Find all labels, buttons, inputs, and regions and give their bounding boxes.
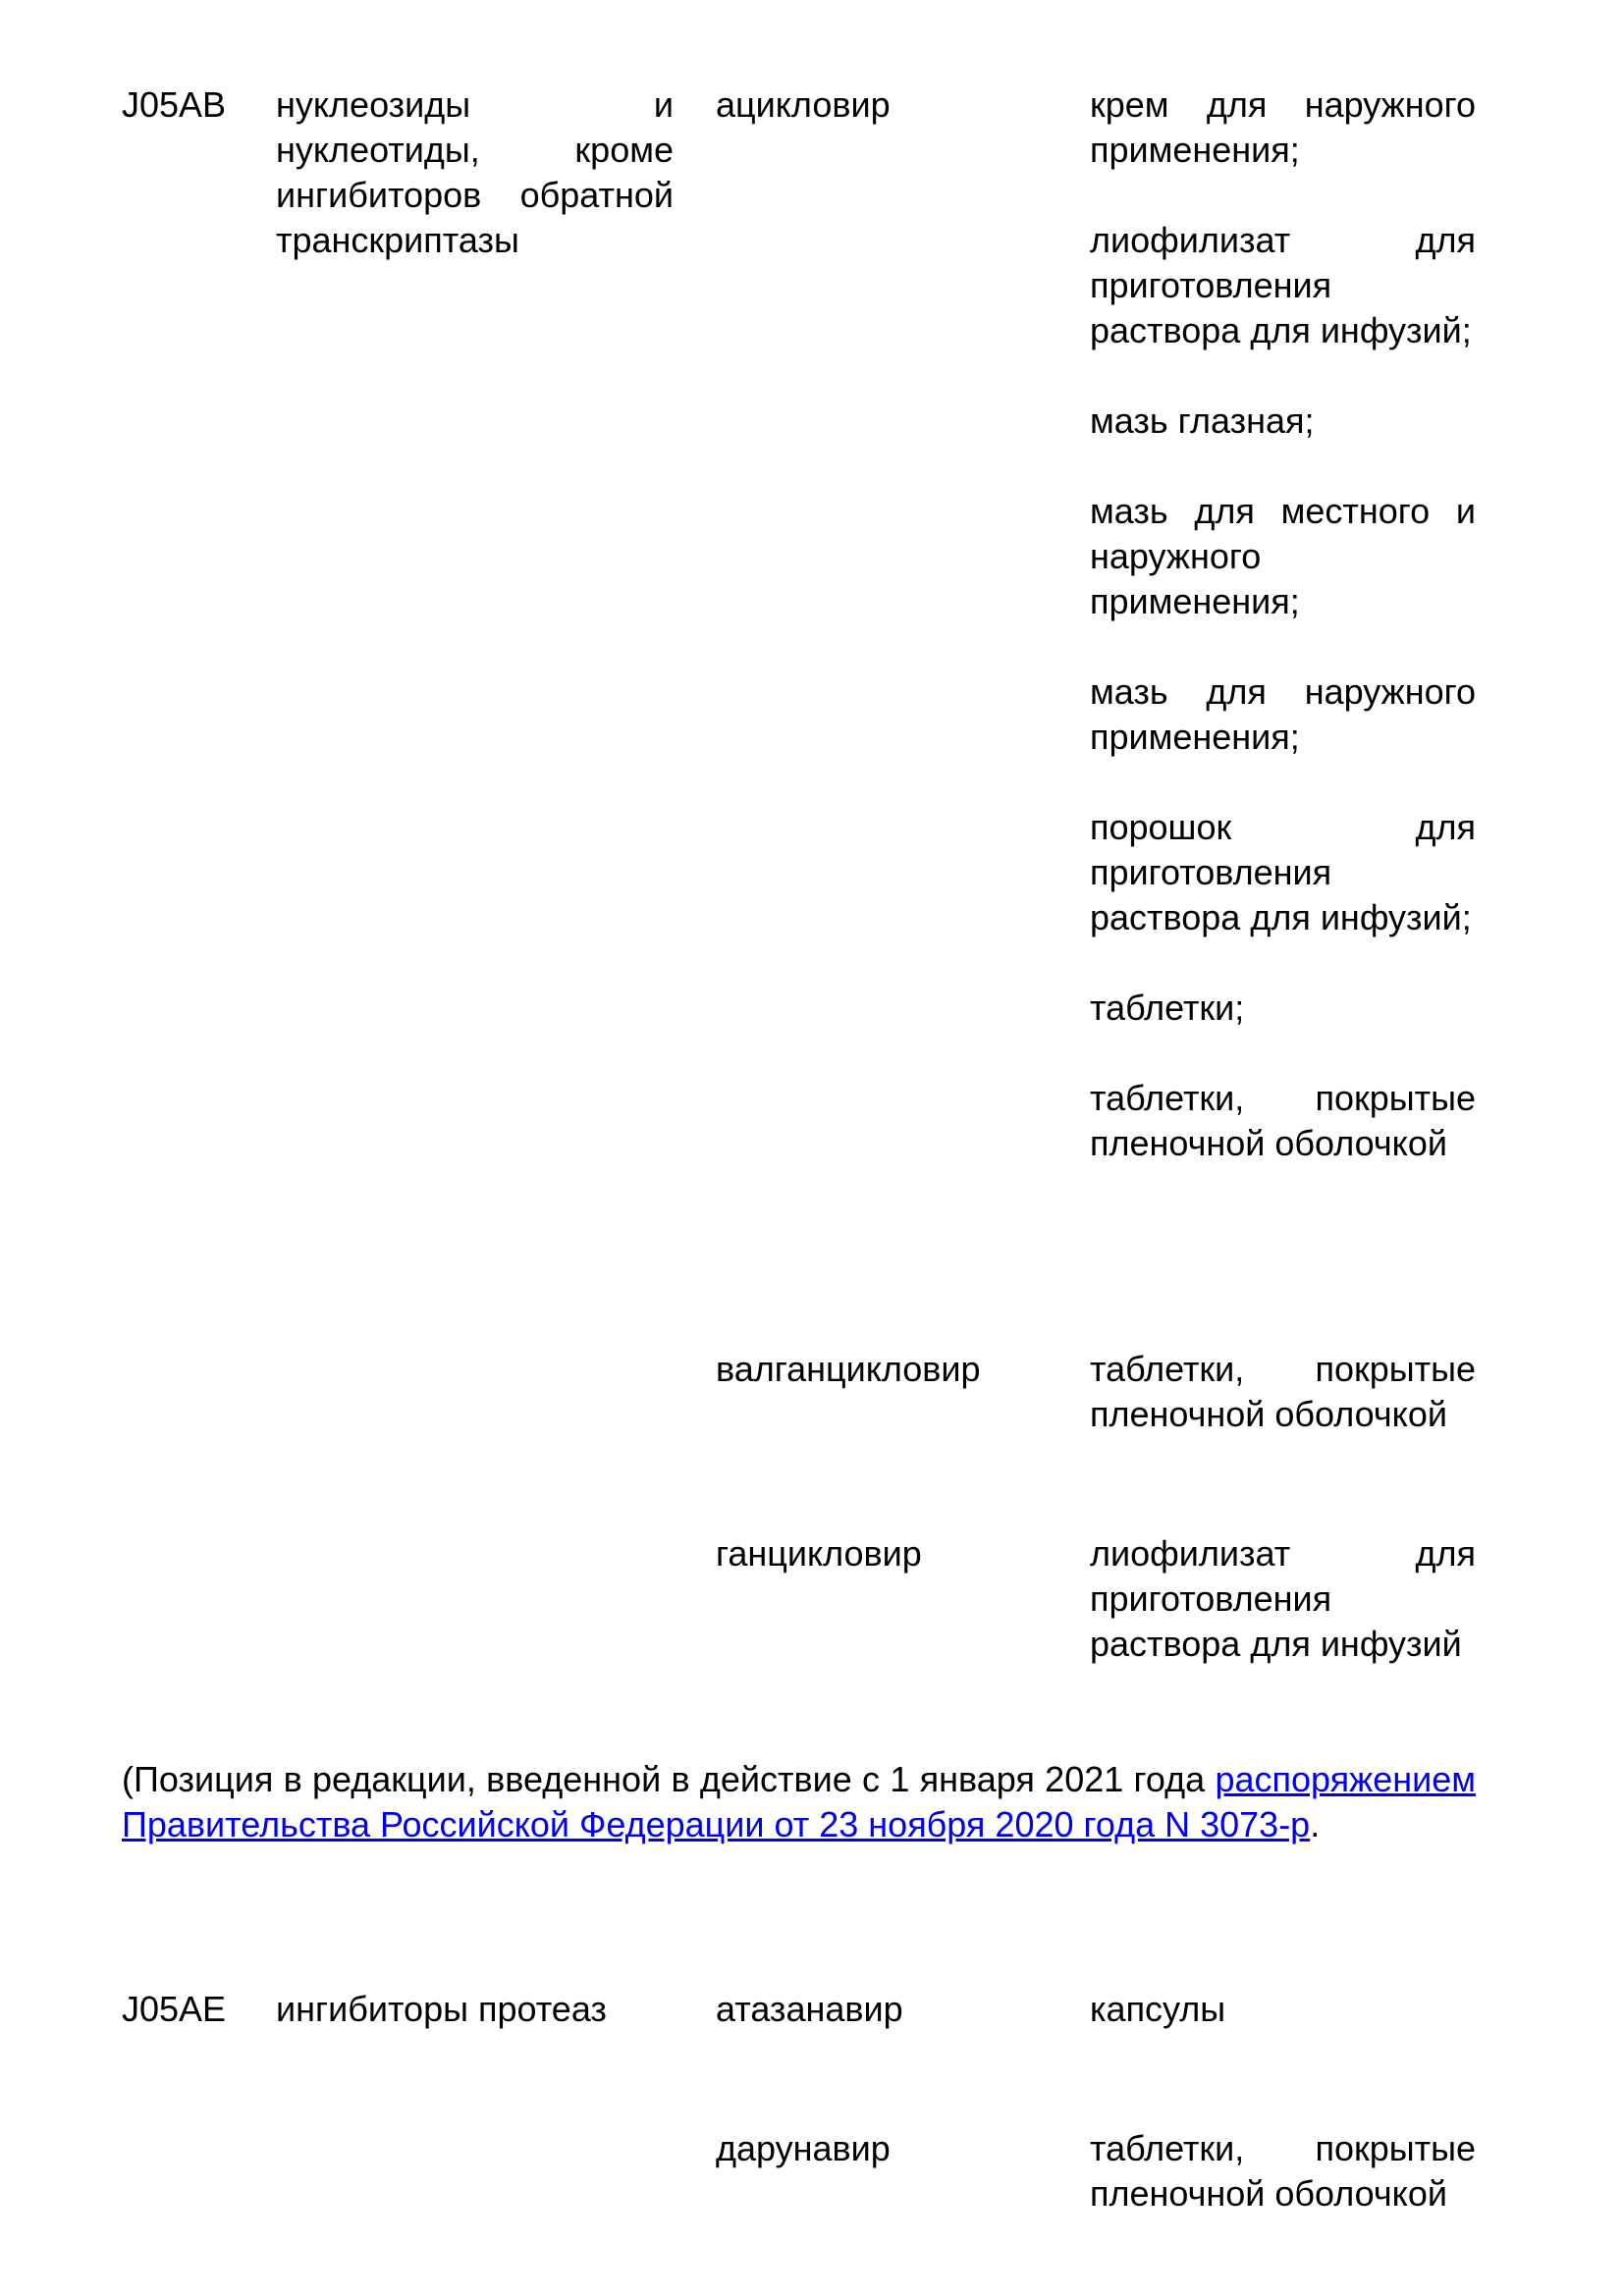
dosage-form: лиофилизат для приготовления раствора для инфузий; — [1090, 220, 1476, 350]
dosage-form: мазь глазная; — [1090, 400, 1315, 441]
dosage-form: порошок для приготовления раствора для инфузий; — [1090, 807, 1476, 937]
atc-group-name: ингибиторы протеаз — [276, 1989, 607, 2029]
atc-code: J05AB — [122, 84, 227, 125]
note-prefix: (Позиция в редакции, введенной в действие с 1 января 2021 года — [122, 1759, 1216, 1799]
drug-name: ацикловир — [716, 84, 891, 125]
drug-name: атазанавир — [716, 1989, 903, 2029]
dosage-form: крем для наружного применения; — [1090, 84, 1476, 170]
drug-name: дарунавир — [716, 2128, 891, 2168]
decree-link[interactable]: распоряжением Правительства Российской Федерации от 23 ноября 2020 года N 3073-р — [122, 1759, 1476, 1844]
atc-group-name: нуклеозиды и нуклеотиды, кроме ингибиторов обратной транскриптазы — [276, 84, 674, 260]
dosage-form: таблетки; — [1090, 988, 1245, 1028]
dosage-form: капсулы — [1090, 1989, 1226, 2029]
drug-name: валганцикловир — [716, 1349, 981, 1389]
dosage-form: лиофилизат для приготовления раствора для инфузий — [1090, 1533, 1476, 1664]
drug-name: ганцикловир — [716, 1533, 922, 1574]
amendment-note — [122, 1757, 1476, 1847]
atc-code: J05AE — [122, 1989, 227, 2029]
dosage-form: мазь для местного и наружного применения; — [1090, 491, 1476, 621]
note-suffix: . — [1310, 1804, 1321, 1844]
dosage-form: таблетки, покрытые пленочной оболочкой — [1090, 1349, 1476, 1434]
dosage-form: мазь для наружного применения; — [1090, 671, 1476, 757]
dosage-forms-list — [1090, 82, 1476, 1166]
dosage-form: таблетки, покрытые пленочной оболочкой — [1090, 2128, 1476, 2214]
dosage-form: таблетки, покрытые пленочной оболочкой — [1090, 1078, 1476, 1163]
